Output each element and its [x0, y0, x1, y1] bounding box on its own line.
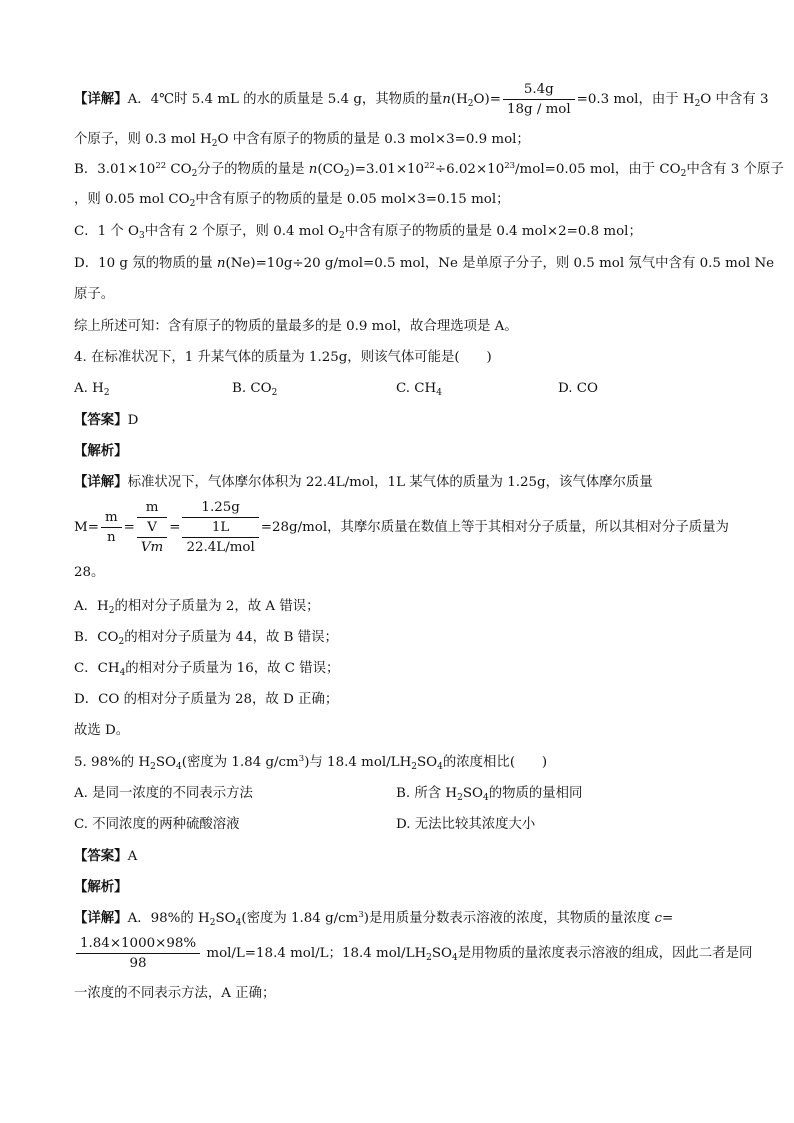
q5-detail-line-3: 一浓度的不同表示方法，A 正确；: [74, 986, 276, 1001]
q5-answer: 【答案】A: [74, 848, 138, 864]
q4-detail-d: D．CO 的相对分子质量为 28，故 D 正确；: [74, 692, 339, 707]
fraction-m-v-vm: m V Vm: [137, 498, 167, 557]
detail-line-b2: ，则 0.05 mol $CO_2$中含有原子的物质的量是 0.05 mol×3=0.15 mol；: [74, 192, 510, 209]
q5-detail-line-2: $\frac{1.84\times 1000\times 98\%}{98}$ mol/L=18.4 mol/L；18.4 mol/$LH_2SO_4$是用物质的量浓度表示溶液的组成，因此二者是同: [74, 934, 724, 973]
q4-detail-line-1: 【详解】标准状况下，气体摩尔体积为 22.4L/mol，1L 某气体的质量为 1.25g，该气体摩尔质量: [74, 474, 653, 490]
q5-analysis-tag: 【解析】: [74, 879, 128, 895]
q4-detail-line-3: 28。: [74, 565, 105, 580]
detail-line-a2: 个原子，则 0.3 mol $H_2O$ 中含有原子的物质的量是 0.3 mol×3=0.9 mol；: [74, 132, 530, 149]
q5-detail-line-1: 【详解】A．98%的 $H_2SO_4$(密度为 1.84 $g/cm^3$)是用质量分数表示溶液的浓度，其物质的量浓度 c=: [74, 910, 674, 928]
fraction-water: $\frac{5.4g}{\text{18g / mol}}$: [503, 80, 575, 119]
q5-option-b: B. 所含 $H_2SO_4$的物质的量相同: [396, 786, 583, 803]
question-5-stem: 5. 98%的 $H_2SO_4$(密度为 1.84 $g/cm^3$)与 18.4 mol/$LH_2SO_4$的浓度相比( ): [74, 754, 548, 772]
fraction-m-n: $\frac{m}{n}$: [101, 508, 122, 547]
q4-formula-line: M= $\frac{m}{n}$ = m V Vm = 1.25g 1L 22.4L/mol =28g/mol，其摩尔质量在数值上等于其相对分子质量，所以其相对分子质量为: [74, 500, 729, 555]
detail-line-d: D．10 g 氖的物质的量 n(Ne)=10g÷20 g/mol=0.5 mol，Ne 是单原子分子，则 0.5 mol 氖气中含有 0.5 mol Ne: [74, 256, 775, 271]
q4-analysis-tag: 【解析】: [74, 443, 128, 459]
detail-line-b: B．$3.01\times 10^{22}$ $CO_2$分子的物质的量是 $n(CO_2)=3.01\times 10^{22}\div 6.02\times 10^{23}/mol=0.05$ mol，由于 $CO_2$中含有 3 个原子: [74, 161, 784, 179]
q5-option-d: D. 无法比较其浓度大小: [396, 817, 536, 832]
detail-line-a: 【详解】A．4℃时 5.4 mL 的水的质量是 5.4 g，其物质的量$n(H_2O)=$ $\frac{5.4g}{\text{18g / mol}}$ =0.3 mol，由于 $H_2O$ 中含有 3: [74, 82, 769, 117]
q4-detail-c: C．$CH_4$的相对分子质量为 16，故 C 错误；: [74, 661, 340, 678]
summary-line: 综上所述可知：含有原子的物质的量最多的是 0.9 mol，故合理选项是 A。: [74, 319, 518, 334]
q4-answer: 【答案】D: [74, 412, 139, 428]
question-4-stem: 4. 在标准状况下，1 升某气体的质量为 1.25g，则该气体可能是( ): [74, 350, 492, 365]
detail-line-c: C．1 个 $O_3$中含有 2 个原子，则 0.4 mol $O_2$中含有原子的物质的量是 0.4 mol×2=0.8 mol；: [74, 224, 642, 241]
q4-option-c: C. $CH_4$: [396, 381, 442, 398]
q4-detail-a: A．$H_2$的相对分子质量为 2，故 A 错误；: [74, 599, 320, 616]
q4-conclusion: 故选 D。: [74, 723, 130, 738]
q5-option-c: C. 不同浓度的两种硫酸溶液: [74, 817, 240, 832]
detail-line-d2: 原子。: [74, 287, 115, 302]
fraction-mass-volume: 1.25g 1L 22.4L/mol: [182, 498, 258, 557]
fraction-concentration: $\frac{1.84\times 1000\times 98\%}{98}$: [76, 934, 200, 973]
q4-option-b: B. $CO_2$: [232, 381, 278, 398]
q4-option-a: A. $H_2$: [74, 381, 110, 398]
q5-option-a: A. 是同一浓度的不同表示方法: [74, 786, 253, 801]
q4-detail-b: B．$CO_2$的相对分子质量为 44，故 B 错误；: [74, 630, 338, 647]
q4-option-d: D. CO: [558, 381, 598, 396]
